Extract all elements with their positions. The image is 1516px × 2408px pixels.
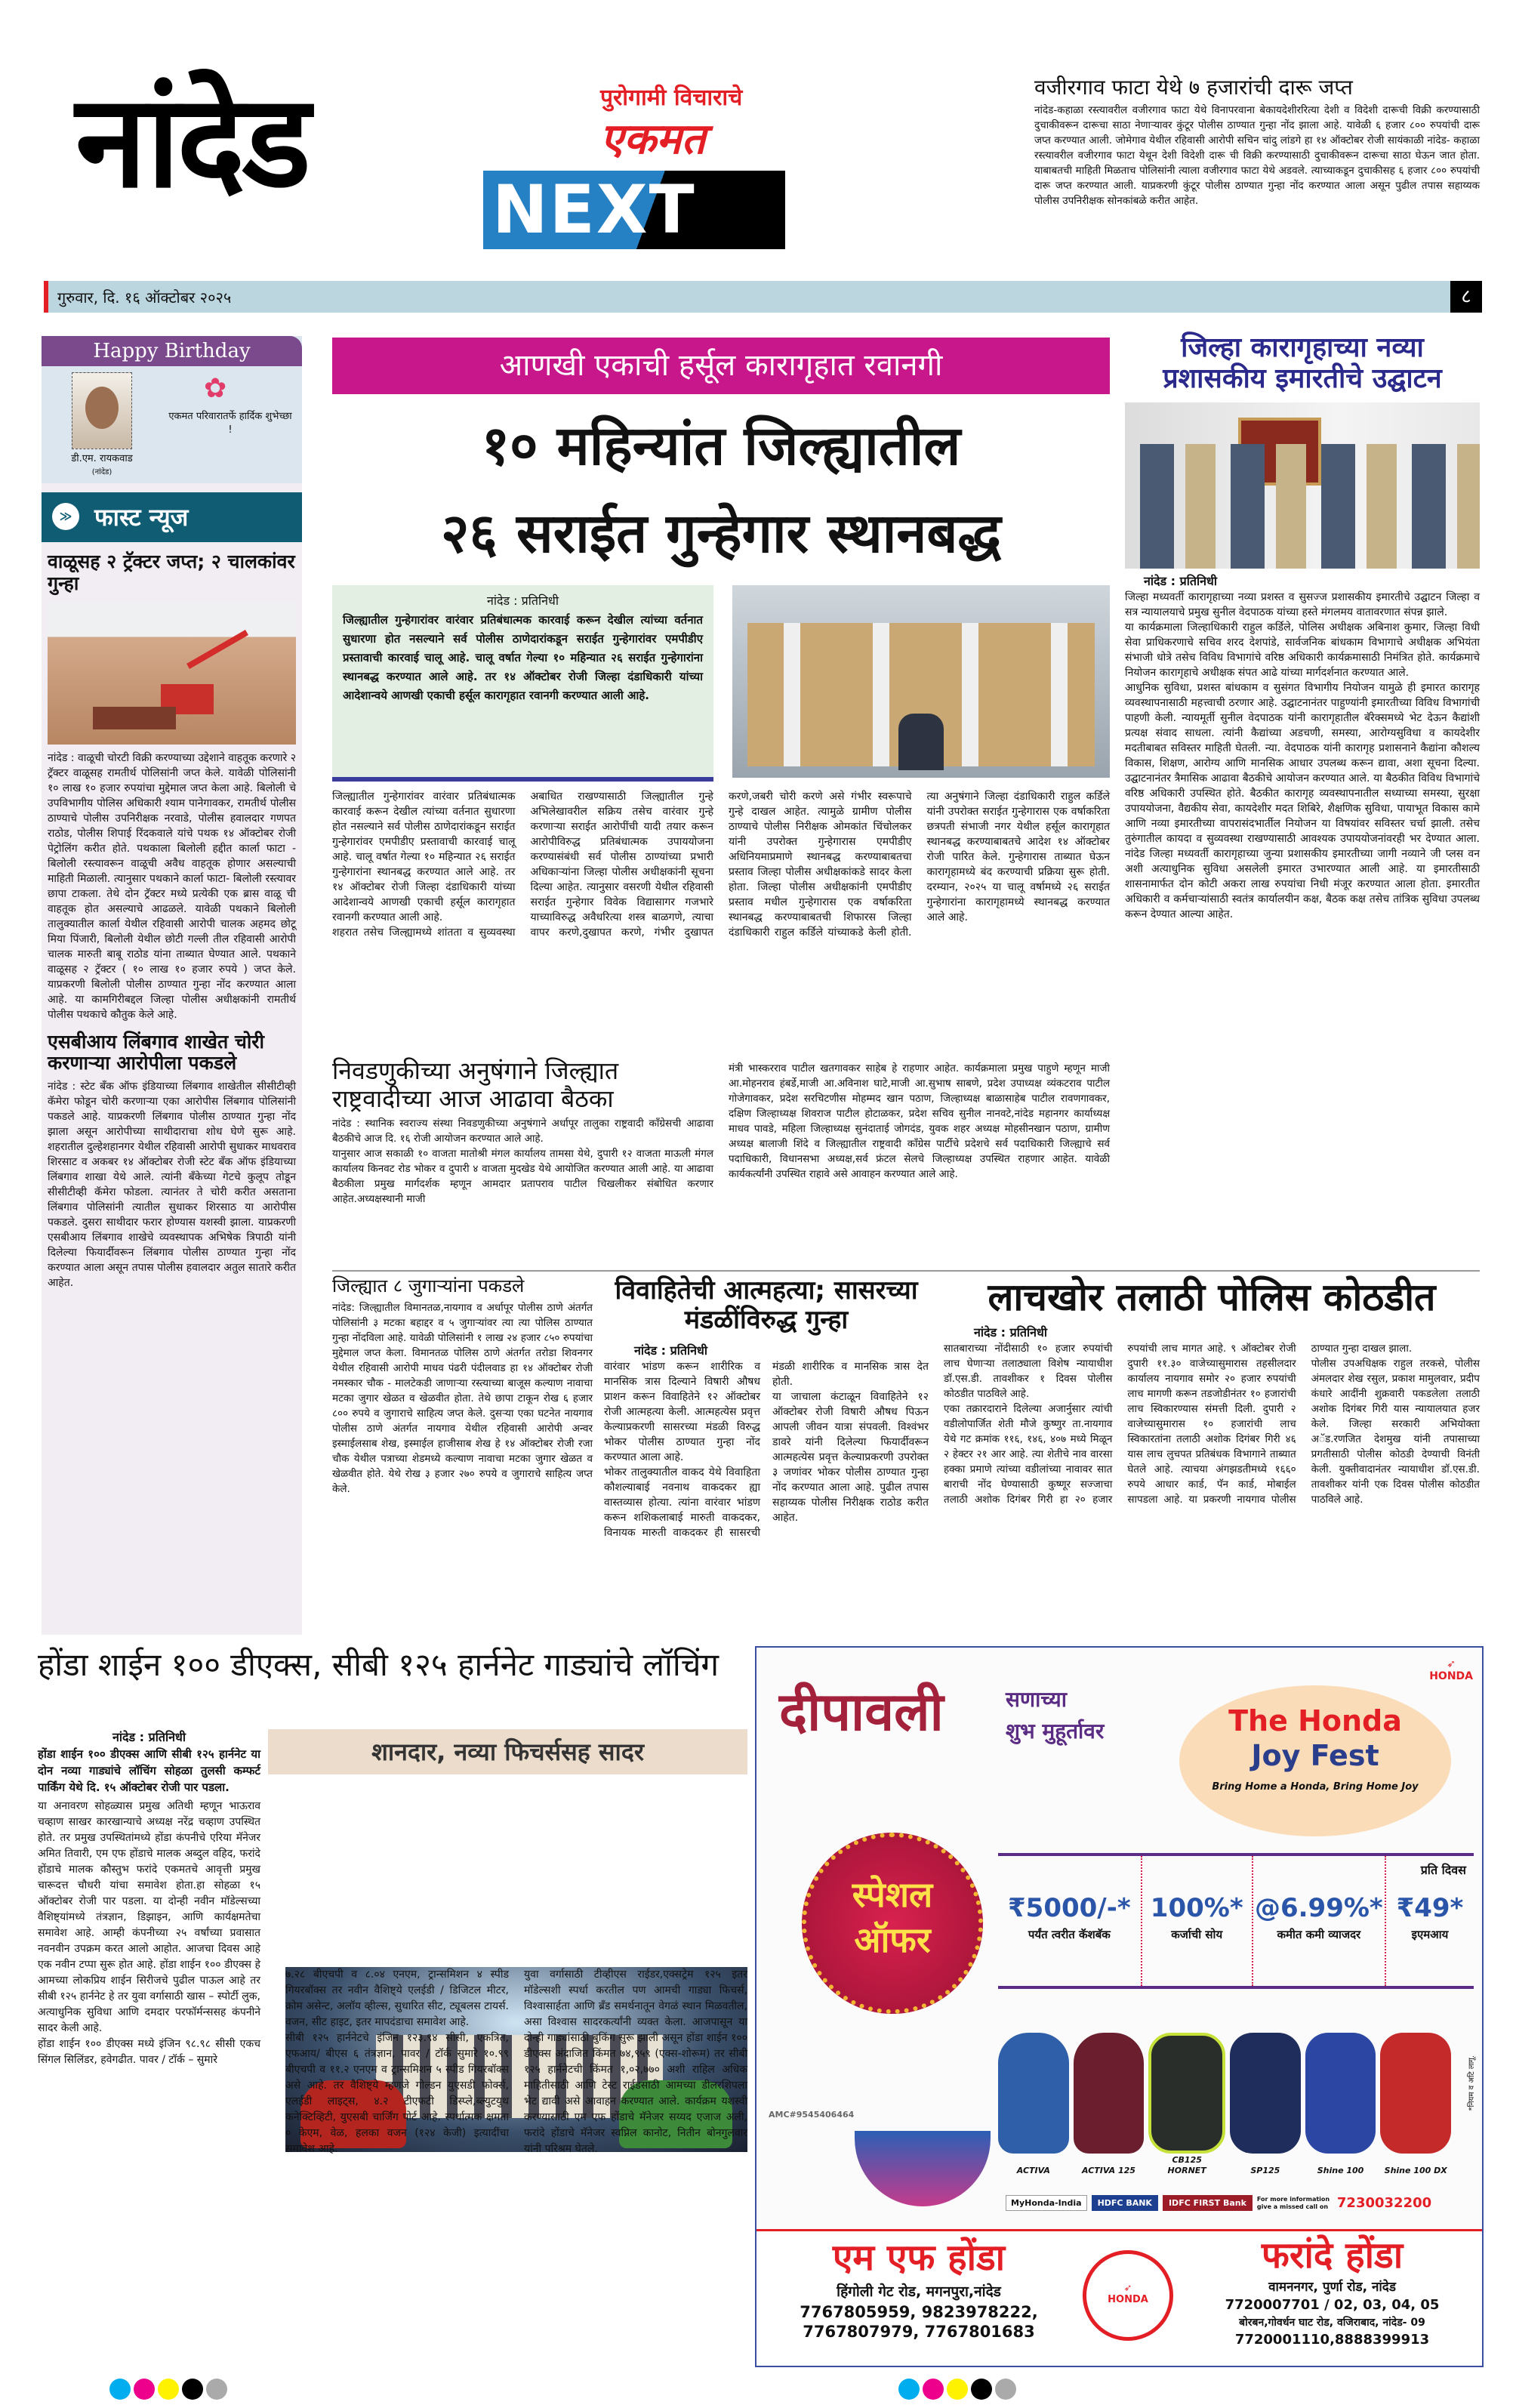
- jail-story: [1125, 332, 1480, 922]
- brand-logo: एकमत: [600, 115, 706, 164]
- chevron-down-icon: ≫: [52, 503, 79, 530]
- fast-news-header: [42, 492, 302, 542]
- vehicle-shine-100: Shine 100: [1305, 2033, 1376, 2154]
- story-headline: एसबीआय लिंबगाव शाखेत चोरी करणाऱ्या आरोपीला पकडले: [48, 1030, 265, 1075]
- honda-circle-logo: ➶ HONDA: [1083, 2250, 1173, 2341]
- offer-item: [1253, 1856, 1386, 1986]
- honda-subhead-bar: [268, 1729, 747, 1774]
- partner-idfc: IDFC FIRST Bank: [1163, 2195, 1253, 2211]
- bribe-byline: नांदेड : प्रतिनिधी: [974, 1324, 1047, 1340]
- offer-value: ₹5000/-*: [1008, 1893, 1131, 1923]
- offer-item: [1142, 1856, 1253, 1986]
- offer-label: इएमआय: [1411, 1928, 1449, 1941]
- lead-body: जिल्ह्यातील गुन्हेगारांवर वारंवार प्रतिबंधात्मक कारवाई करून देखील त्यांच्या वर्तनात सुधारणा होत नसल्याने सर्व पोलीस ठाणेदारांकडून सराईत गुन्हेगारांवर एमपीडीए प्रस्तावाची कारवाई चालू आहे. चालू वर्षात गेल्या १० महिन्यात २६ सराईत गुन्हेगारांना स्थानबद्ध करण्यात आले आहे. तर १४ ऑक्टोबर रोजी जिल्हा दंडाधिकारी यांच्या आदेशान्वये आणखी एकाची हर्सूल कारागृहात रवानगी करण्यात आली आहे. शहरात तसेच जिल्ह्यामध्ये शांतता व सुव्यवस्था अबाधित राखण्यासाठी जिल्ह्यातील गुन्हे अभिलेखावरील सक्रिय तसेच वारंवार गुन्हे करणाऱ्या सराईत आरोपींची यादी तयार करून आरोपीविरुद्ध प्रतिबंधात्मक उपाययोजना करण्यासंबंधी सर्व पोलीस ठाण्यांच्या प्रभारी अधिकाऱ्यांना जिल्हा पोलीस अधीक्षकांनी सूचना दिल्या आहेत. त्यानुसार वसरणी येथील रहिवासी सराईत गुन्हेगार विवेक विद्यासागर गजभारे याच्याविरुद्ध अवैधरित्या शस्त्र बाळगणे, त्याचा वापर करणे,दुखापत करणे, गंभीर दुखापत करणे,जबरी चोरी करणे असे गंभीर स्वरूपाचे गुन्हे दाखल आहेत. त्यामुळे ग्रामीण पोलीस ठाण्याचे पोलीस निरीक्षक ओमकांत चिंचोलकर यांनी उपरोक्त गुन्हेगारास एमपीडीए अधिनियमाप्रमाणे स्थानबद्ध करण्याबाबतचा प्रस्ताव जिल्हा पोलीस अधीक्षकांकडे सादर केला होता. जिल्हा पोलीस अधीक्षकांनी एमपीडीए प्रस्ताव मधील गुन्हेगारास एक वर्षाकरिता स्थानबद्ध करण्याबाबतची शिफारस जिल्हा दंडाधिकारी राहुल कर्डिले यांच्याकडे केली होती. त्या अनुषंगाने जिल्हा दंडाधिकारी राहुल कर्डिले यांनी उपरोक्त सराईत गुन्हेगारास एक वर्षाकरिता छत्रपती संभाजी नगर येथील हर्सूल कारागृहात स्थानबद्ध करण्याबाबतचे आदेश १४ ऑक्टोबर रोजी पारित केले. गुन्हेगारास ताब्यात घेऊन कारागृहामध्ये बंद करण्याची प्रक्रिया सुरू होती. दरम्यान, २०२५ या चालू वर्षामध्ये २६ सराईत गुन्हेगारांना कारागृहामध्ये स्थानबद्ध करण्यात आले आहे.: [332, 791, 1110, 939]
- ncp-story: [332, 1057, 713, 1207]
- missed-call-number[interactable]: 7230032200: [1336, 2195, 1432, 2211]
- suicide-byline: नांदेड : प्रतिनिधी: [634, 1343, 707, 1358]
- honda-lead: होंडा शाईन १०० डीएक्स आणि सीबी १२५ हार्ननेट या दोन नव्या गाड्यांचे लॉचिंग सोहळा तुलसी कम्फर्ट पार्किंग येथे दि. १५ ऑक्टोबर रोजी पार पडला.: [38, 1747, 260, 1794]
- story-body: नांदेड : वाळूची चोरटी विक्री करण्याच्या उद्देशाने वाहतूक करणारे २ ट्रॅक्टर वाळूसह रामतीर्थ पोलिसांनी जप्त केले. यावेळी पोलिसांनी १० लाख १० हजार रुपयांचा मुद्देमाल जप्त केला आहे. बिलोली चे उपविभागीय पोलिस अधिकारी श्याम पानेगावकर, रामतीर्थ पोलीस ठाण्याचे पोलीस उपनिरीक्षक नरवाडे, पोलीस हवालदार गणपत राठोड, पोलीस शिपाई रिंदकवाले यांचे पथक १४ ऑक्टोबर रोजी पेट्रोलिंग करीत होते. पथकाला बिलोली हद्दीत कार्ला फाटा - बिलोली रस्त्यावरून वाळूची अवैध वाहतूक होणार असल्याची माहिती मिळाली. त्यानुसार पथकाने कार्ला फाटा- बिलोली रस्त्यावर छापा टाकला. तेथे दोन ट्रॅक्टर मध्ये प्रत्येकी एक ब्रास वाळू ची वाहतूक होत असल्याचे आढळले. यावेळी पथकाने बिलोली तालुक्यातील कार्ला येथील रहिवासी आरोपी चालक अहमद छोटू मिया पिंजारी, बिलोली येथील छोटी गल्ली तील रहिवासी आरोपी चालक मारुती बाबू राठोड यांना ताब्यात घेण्यात आले. पथकाने वाळूसह २ ट्रॅक्टर ( १० लाख १० हजार रुपये ) जप्त केले. याप्रकरणी बिलोली पोलीस ठाण्यात गुन्हा नोंद करण्यात आला आहे. या कामगिरीबद्दल जिल्हा पोलीस अधीक्षकांनी रामतीर्थ पोलीस पथकाचे कौतुक केले आहे.: [48, 751, 296, 1021]
- missed-call-label: For more information give a missed call on: [1256, 2195, 1330, 2210]
- offer-label: कर्जाची सोय: [1171, 1928, 1223, 1941]
- honda-headline: होंडा शाईन १०० डीएक्स, सीबी १२५ हार्ननेट गाड्यांचे लॉचिंग: [38, 1646, 719, 1683]
- jail-headline: जिल्हा कारागृहाच्या नव्या प्रशासकीय इमारतीचे उद्घाटन: [1163, 332, 1442, 395]
- offer-label: कमीत कमी व्याजदर: [1277, 1928, 1361, 1941]
- dealer-farande-honda: [1183, 2233, 1481, 2349]
- registration-marks-left: [109, 2379, 230, 2403]
- partner-strip: [1006, 2195, 1431, 2211]
- suicide-headline: विवाहितेची आत्महत्या; सासरच्या मंडळींविरुद्ध गुन्हा: [615, 1275, 918, 1336]
- jail-body: जिल्हा मध्यवर्ती कारागृहाच्या नव्या प्रशस्त व सुसज्ज प्रशासकीय इमारतीचे उद्घाटन जिल्हा व सत्र न्यायालयाचे प्रमुख सुनील वेदपाठक यांच्या हस्ते मंगलमय वातावरणात संपन्न झाले. या कार्यक्रमाला जिल्हाधिकारी राहुल कर्डिले, पोलिस अधीक्षक अबिनाश कुमार, जिल्हा विधी सेवा प्राधिकरणाचे सचिव शरद देशपांडे, सार्वजनिक बांधकाम विभागाचे अधीक्षक अभियंता संभाजी धोत्रे तसेच विविध विभागांचे वरिष्ठ अधिकारी कार्यक्रमासाठी निमंत्रित होते. कार्यक्रमाचे नियोजन कारागृहाचे अधीक्षक संपत आढे यांच्या मार्गदर्शनात करण्यात आले. आधुनिक सुविधा, प्रशस्त बांधकाम व सुसंगत विभागीय नियोजन यामुळे ही इमारत कारागृह व्यवस्थापनासाठी महत्त्वाची ठरणार आहे. उद्घाटनानंतर पाहुण्यांनी इमारतीच्या विविध विभागांची पाहणी केली. न्यायमूर्ती सुनील वेदपाठक यांनी कारागृहातील बॅरेक्समध्ये भेट देऊन कैद्यांशी प्रत्यक्ष संवाद साधला. त्यांनी कैद्यांच्या अडचणी, समस्या, आरोग्यसुविधा व कायदेशीर मदतीबाबत सविस्तर माहिती घेतली. न्या. वेदपाठक यांनी कारागृह प्रशासनाने कैद्यांना कौशल्य विकास, शिक्षण, आरोग्य आणि मानसिक आधार उपलब्ध करून द्यावा, अशा सूचना दिल्या. उद्घाटनानंतर त्रैमासिक आढावा बैठकीचे आयोजन करण्यात आले. या बैठकीत विविध विभागांचे वरिष्ठ अधिकारी उपस्थित होते. बैठकीत कारागृह व्यवस्थापनातील सध्याच्या समस्या, सुरक्षा उपाययोजना, वैद्यकीय सेवा, कायदेशीर मदत शिबिरे, शैक्षणिक सुविधा, पायाभूत विकास कामे आणि नव्या इमारतीच्या वापरासंदभार्तील नियोजन या विषयांवर सविस्तर चर्चा झाली. तसेच तुरुंगातील कायदा व सुव्यवस्था राखण्यासाठी आवश्यक उपाययोजनांवरही भर देण्यात आला. नांदेड जिल्हा मध्यवर्ती कारागृहाच्या जुन्या प्रशासकीय इमारतीच्या जागी नव्याने जी प्लस वन अशी अत्याधुनिक सुविधा असलेली इमारत उभारण्यात आली आहे. या इमारतीसाठी शासनामार्फत दोन कोटी अकरा लाख रुपयांचा निधी मंजूर करण्यात आला होता. इमारतीत अधिकारी व कर्मचाऱ्यांसाठी स्वतंत्र कार्यालयीन कक्ष, बैठक कक्ष तसेच तांत्रिक सुविधा उपलब्ध करून देण्यात आल्या आहेत.: [1125, 590, 1480, 920]
- story-headline: वाळूसह २ ट्रॅक्टर जप्त; २ चालकांवर गुन्हा: [48, 550, 295, 594]
- offer-value: 100%*: [1150, 1893, 1243, 1923]
- dealer-name: फरांदे होंडा: [1261, 2234, 1404, 2277]
- suicide-story: [604, 1276, 929, 1540]
- partner-myhonda: MyHonda-India: [1006, 2195, 1087, 2211]
- honda-byline: नांदेड : प्रतिनिधी: [112, 1730, 186, 1744]
- fast-news-title: फास्ट न्यूज: [94, 503, 189, 532]
- vehicle-cb125-hornet: CB125 HORNET: [1148, 2033, 1225, 2154]
- flower-icon: ✿: [204, 373, 227, 404]
- vehicle-activa-125: ACTIVA 125: [1074, 2033, 1145, 2154]
- offers-strip: [998, 1853, 1474, 1989]
- diya-decoration: [855, 2131, 991, 2206]
- ncp-body-continued: मंत्री भास्करराव पाटील खतगावकर साहेब हे राहणार आहेत. कार्यक्रमाला प्रमुख पाहुणे म्हणून माजी आ.मोहनराव हंबर्डे,माजी आ.अविनाश घाटे,माजी आ.सुभाष साबणे, प्रदेश उपाध्यक्ष व्यंकटराव पाटील गोजेगावकर, प्रदेश सरचिटणीस मोहम्मद खान पठाण, जिल्हाध्यक्ष बाळासाहेब पाटील रावणगावकर, दक्षिण जिल्हाध्यक्ष शिवराज पाटील होटाळकर, प्रदेश सचिव सुनील नानवटे,नांदेड महानगर कार्याध्यक्ष माधव पावडे, महिला जिल्हाध्यक्ष सुनंदाताई जोगदंड, युवक शहर अध्यक्ष मोहसीनखान पठाण, ग्रामीण अध्यक्ष बालाजी शिंदे व जिल्ह्यातील राष्ट्रवादी काँग्रेस पार्टीचे प्रदेशचे सर्व पदाधिकारी जिल्ह्याचे सर्व पदाधिकारी, विधानसभा अध्यक्ष,सर्व फ्रंटल सेलचे जिल्हाध्यक्ष उपस्थित राहणार आहेत. यावेळी कार्यकर्त्यांनी उपस्थित राहावे असे आवाहन करण्यात आले आहे.: [729, 1062, 1110, 1180]
- fest-tagline: Bring Home a Honda, Bring Home Joy: [1212, 1781, 1419, 1793]
- ncp-headline: निवडणुकीच्या अनुषंगाने जिल्ह्यात राष्ट्रवादीच्या आज आढावा बैठका: [332, 1056, 619, 1113]
- dealer-strip: [756, 2229, 1484, 2367]
- lead-kicker: आणखी एकाची हर्सूल कारागृहात रवानगी: [499, 348, 943, 383]
- honda-advertisement[interactable]: [755, 1646, 1484, 2367]
- bribe-body: सातबाराच्या नोंदीसाठी १० हजार रुपयांची लाच घेणाऱ्या तलाठ्याला विशेष न्यायाधीश डॉ.एस.डी. तावशीकर १ दिवस पोलीस कोठडीत पाठविले आहे. एका तक्रारदाराने दिलेल्या अजार्नुसार त्यांची वडीलोपार्जित शेती मौजे कुष्णुर ता.नायगाव येथे गट क्रमांक ११६, १४६, ४०७ मध्ये मिळून २ हेक्टर २१ आर आहे. त्या शेतीचे नाव वारसा हक्का प्रमाणे त्यांच्या वडीलांच्या नावावर सात बाराची नोंद घेण्यासाठी कुष्णूर सज्जाचा तलाठी अशोक दिगंबर गिरी हा २० हजार रुपयांची लाच मागत आहे. ९ ऑक्टोबर रोजी दुपारी ११.३० वाजेच्यासुमारास तहसीलदार कार्यालय नायगाव समोर २० हजार रुपयांची लाच मागणी करून तडजोडीनंतर १० हजारांची लाच स्विकारण्यास संमत्ती दिली. दुपारी २ वाजेच्यासुमारास १० हजारांची लाच स्विकारतांना तलाठी अशोक दिगंबर गिरी ४६ यास लाच लुचपत प्रतिबंधक विभागाने ताब्यात घेतले आहे. त्याचया अंगझडतीमध्ये १६६० रुपये आधार कार्ड, पॅन कार्ड, मोबाईल सापडला आहे. या प्रकरणी नायगाव पोलीस ठाण्यात गुन्हा दाखल झाला. पोलीस उपअधिक्षक राहुल तरकसे, पोलीस अंमलदार शेख रसुल, प्रकाश मामुलवार, प्रदीप कंधारे आदींनी शुक्रवारी पकडलेला तलाठी अशोक दिगंबर गिरी यास न्यायालयात हजर केले. जिल्हा सरकारी अभियोक्ता अॅड.रणजित देशमुख यांनी तपासाच्या प्रगतीसाठी पोलीस कोठडी देण्याची विनंती केली. युक्तीवादानंतर न्यायाधीश डॉ.एस.डी. तावशीकर यांनी एक दिवस पोलीस कोठडीत पाठविले आहे.: [944, 1342, 1480, 1506]
- top-brief: [1034, 76, 1480, 208]
- dealer-address: वामननगर, पुर्णा रोड, नांदेड: [1268, 2280, 1396, 2295]
- dealer-address: हिंगोली गेट रोड, मगनपुरा,नांदेड: [837, 2283, 1001, 2300]
- lead-headline-line1: १० महिन्यांत जिल्ह्यातील: [481, 414, 961, 477]
- vehicle-sp125: SP125: [1230, 2033, 1301, 2154]
- police-group-photo: [732, 585, 1110, 778]
- date-bar: [44, 281, 1482, 313]
- birthday-box: [42, 336, 302, 483]
- fest-line2: Joy Fest: [1251, 1739, 1379, 1772]
- inauguration-photo: [1125, 402, 1480, 569]
- terms-note: *नियम व अटि लागू.: [1468, 2055, 1476, 2111]
- story-body: नांदेड : स्टेट बँक ऑफ इंडियाच्या लिंबगाव शाखेतील सीसीटीव्ही कॅमेरा फोडून चोरी करणाऱ्या एका आरोपीस लिंबगाव पोलिसांनी पकडले आहे. याप्रकरणी लिंबगाव पोलीस ठाण्यात गुन्हा नोंद झाला असून आरोपीच्या साथीदाराचा शोध घेणे सुरू आहे. शहरातील दुल्हेशहानगर येथील रहिवासी आरोपी सुधाकर माधवराव शिरसाट व अकबर १४ ऑक्टोबर रोजी स्टेट बँक ऑफ इंडियाच्या लिंबगाव शाखा येथे आले. त्यांनी बँकेच्या गेटचे कुलूप तोडून सीसीटीव्ही कॅमेरा फोडला. त्यानंतर ते चोरी करीत असताना लिंबगाव पोलिसांनी त्यातील सुधाकर शिरसाठ या आरोपीस पकडले. दुसरा साथीदार फरार होण्यास यशस्वी झाला. याप्रकरणी एसबीआय लिंबगाव शाखेचे व्यवस्थापक अभिषेक त्रिपाठी यांनी दिलेल्या फियार्दीवरून लिंबगाव पोलीस ठाण्यात गुन्हा नोंद करण्यात आला असून तपास पोलीस हवालदार अतुल सातारे करीत आहेत.: [48, 1081, 296, 1289]
- gambling-headline: जिल्ह्यात ८ जुगाऱ्यांना पकडले: [332, 1275, 525, 1296]
- bribe-headline: लाचखोर तलाठी पोलिस कोठडीत: [988, 1275, 1436, 1319]
- top-brief-body: नांदेड-कहाळा रस्त्यावरील वजीरगाव फाटा येथे विनापरवाना बेकायदेशीररित्या देशी व विदेशी दारूची विक्री करण्यासाठी दुचाकीवरून दारूचा साठा नेणाऱ्यावर कुंटूर पोलीस ठाण्यात गुन्हा नोंद झाला आहे. यावेळी ६ हजार ८०० रुपयांची दारू जप्त करण्यात आली. जोमेगाव येथील रहिवासी आरोपी सचिन चांदु लांडगे हा १४ ऑक्टोबर रोजी सायंकाळी नांदेड- कहाळा रस्त्यावरील वजीरगाव फाटा येथून देशी विदेशी दारू ची विक्री करण्यासाठी दुचाकीवरून दारूचा साठा घेऊन जात होता. याबाबतची माहिती मिळताच पोलिसांनी त्याला वजीरगाव फाटा येथे अडवले. त्याच्याकडून दुचाकीसह ६ हजार ८०० रुपयांची दारू जप्त करण्यात आली. याप्रकरणी कुंटूर पोलीस ठाण्यात गुन्हा नोंद करण्यात आला असून पुढील तपास सहाय्यक पोलीस उपनिरीक्षक सोनकांबळे करीत आहेत.: [1034, 104, 1480, 208]
- vehicle-shine-100-dx: Shine 100 DX: [1380, 2033, 1451, 2154]
- lead-byline: नांदेड : प्रतिनिधी: [486, 594, 559, 608]
- section-divider: [332, 1270, 1480, 1272]
- scooter-lineup: [998, 2033, 1451, 2175]
- special-offer-badge: [802, 1833, 983, 2014]
- lead-kicker-banner: [332, 338, 1110, 394]
- special-offer-text: स्पेशल ऑफर: [852, 1874, 933, 1960]
- masthead: [0, 0, 1516, 279]
- lead-summary: जिल्ह्यातील गुन्हेगारांवर वारंवार प्रतिबंधात्मक कारवाई करून देखील त्यांच्या वर्तनात सुधारणा होत नसल्याने सर्व पोलीस ठाणेदारांकडून सराईत गुन्हेगारांवर एमपीडीए प्रस्तावाची कारवाई चालू आहे. चालू वर्षात गेल्या १० महिन्यात २६ सराईत गुन्हेगारांना स्थानबद्ध करण्यात आले आहे. तर १४ ऑक्टोबर रोजी जिल्हा दंडाधिकारी यांच्या आदेशान्वये आणखी एकाची हर्सूल कारागृहात रवानगी करण्यात आली आहे.: [343, 613, 703, 702]
- honda-wing-logo: ➶ HONDA: [1429, 1658, 1473, 1682]
- sand-excavator-photo: [48, 601, 296, 745]
- birthday-wish: एकमत परिवारातर्फे हार्दिक शुभेच्छा !: [168, 411, 292, 436]
- page-number: ८: [1450, 281, 1482, 313]
- offer-item: [998, 1856, 1142, 1986]
- honda-body-left: या अनावरण सोहळ्यास प्रमुख अतिथी म्हणून भाऊराव चव्हाण साखर कारखान्याचे अध्यक्ष नरेंद्र चव्हाण उपस्थित होते. तर प्रमुख उपस्थितांमध्ये होंडा कंपनीचे एरिया मॅनेजर अमित तिवारी, एम एफ होंडाचे मालक अब्दुल वहिद, फरांदे होंडाचे मालक कौस्तुभ फरांदे एकमतचे आवृत्ती प्रमुख चारूदत्त चौधरी यांचा समावेश होता.हा सोहळा १५ ऑक्टोबर रोजी पार पडला. या दोन्ही नवीन मॉडेल्सच्या वैशिष्ट्यांमध्ये तंत्रज्ञान, डिझाइन, आणि कार्यक्षमतेचा समावेश आहे. आम्ही कंपनीच्या २५ वर्षांच्या प्रवासात नवनवीन उपक्रम करत आलो आहोत. आजचा दिवस आहे एक नवीन टप्पा सुरू होत आहे. होंडा शाईन १०० डीएक्स हे आमच्या लोकप्रिय शाईन सिरीजचे पुढील पाऊल आहे तर सीबी १२५ हार्ननेट हे तर युवा वर्गासाठी खास – स्पोर्टी लुक, अत्याधुनिक सुविधा आणि दमदार परफॉर्मन्ससह कंपनीने सादर केली आहे. होंडा शाईन १०० डीएक्स मध्ये इंजिन ९८.९८ सीसी एकच सिंगल सिलिंडर, हवेगढीत. पावर / टॉर्क – सुमारे: [38, 1800, 260, 2066]
- ad-festival-sub1: सणाच्या: [1006, 1687, 1068, 1712]
- gambling-body: नांदेड: जिल्ह्यातील विमानतळ,नायगाव व अर्धापूर पोलीस ठाणे अंतर्गत पोलिसांनी ३ मटका बहाद्दर व ५ जुगाऱ्यांवर त्या त्या पोलिस ठाण्यात गुन्हा नोंदविला आहे. यावेळी पोलिसांनी १ लाख २४ हजार ८५० रुपयांचा मुद्देमाल जप्त केला. विमानतळ पोलिस ठाणे अंतर्गत तरोडा शिवनगर येथील रहिवासी आरोपी माधव पंढरी पंदीलवाड हा १४ ऑक्टोबर रोजी नमस्कार चौक - मालटेकडी जाणाऱ्या रस्त्याच्या बाजूस कल्याण नावाचा मटका जुगार खेळत व खेळवीत होता. तेथे छापा टाकून रोख ६ हजार ८०० रुपये व जुगाराचे साहित्य जप्त केले. दुसऱ्या एका घटनेत नायगाव पोलीस ठाणे अंतर्गत नायगाव येथील रहिवासी आरोपी अन्वर इस्माईलसाब शेख, इस्माईल हाजीसाब शेख हे १४ ऑक्टोबर रोजी रजा चौक येथील पत्राच्या शेडमध्ये कल्याण नावाचा मटका जुगार खेळत व खेळवीत होते. येथे रोख ३ हजार २७० रुपये व जुगाराचे साहित्य जप्त केले.: [332, 1301, 593, 1495]
- bribe-story: [944, 1276, 1480, 1507]
- lead-headline-line2: २६ सराईत गुन्हेगार स्थानबद्ध: [441, 501, 1001, 565]
- next-logo: [483, 171, 785, 249]
- lead-headline: [332, 402, 1110, 577]
- city-logo: नांदेड: [75, 67, 308, 217]
- honda-subhead: शानदार, नव्या फिचर्ससह सादर: [371, 1737, 644, 1766]
- next-logo-text: NEXT: [492, 171, 696, 248]
- birthday-title: Happy Birthday: [42, 336, 302, 366]
- joy-fest-badge: [1179, 1685, 1451, 1836]
- lead-summary-box: [332, 585, 713, 782]
- birthday-photo: [72, 372, 132, 449]
- news-story: [42, 542, 302, 1290]
- jail-byline: नांदेड : प्रतिनिधी: [1144, 573, 1217, 588]
- birthday-name: डी.एम. रायकवाड: [71, 453, 133, 464]
- ad-festival: दीपावली: [779, 1681, 944, 1743]
- partner-hdfc: HDFC BANK: [1092, 2195, 1158, 2211]
- dealer-phones-2[interactable]: 7720001110,8888399913: [1234, 2332, 1430, 2348]
- fest-line1: The Honda: [1228, 1704, 1402, 1737]
- dealer-phones[interactable]: 7767805959, 9823978222, 7767807979, 7767801683: [800, 2303, 1038, 2341]
- ncp-body: नांदेड : स्थानिक स्वराज्य संस्था निवडणुकीच्या अनुषंगाने अर्धापूर तालुका राष्ट्रवादी काँग्रेसची आढावा बैठकीचे आज दि. १६ रोजी आयोजन करण्यात आले आहे. यानुसार आज सकाळी १० वाजता मातोश्री मंगल कार्यालय तामसा येथे, दुपारी १२ वाजता माऊली मंगल कार्यालय किनवट रोड भोकर व दुपारी ४ वाजता मुदखेड येथे आयोजित करण्यात आली आहे. या आढावा बैठकीला प्रमुख मार्गदर्शक म्हणून आमदार प्रतापराव पाटील चिखलीकर संबोधित करणार आहेत.अध्यक्षस्थानी माजी: [332, 1117, 713, 1205]
- offer-label: पर्यंत त्वरीत कॅशबॅक: [1028, 1928, 1111, 1941]
- offer-value: ₹49*: [1396, 1893, 1464, 1923]
- registration-marks-right: [898, 2379, 1019, 2403]
- issue-date: गुरुवार, दि. १६ ऑक्टोबर २०२५: [57, 288, 232, 307]
- honda-left-column: [38, 1729, 260, 2068]
- honda-body-bottom: ७.२८ बीएचपी व ८.०४ एनएम, ट्रान्समिशन ४ स्पीड गियरबॉक्स तर नवीन वैशिष्ट्ये एलईडी / डिजिटल मीटर, क्रोम असेन्ट, अलॉय व्हील्स, सुधारित सीट, ट्यूबलस टायर्स. वजन, सीट हाइट, इतर मापदंडाचा समावेश आहे. सीबी १२५ हार्ननेटचे इंजिन १२३.९४ सीसी, एकत्रित, एफआय/ बीएस ६ तंत्रज्ञान, पावर / टॉर्क सुमारे १०.९९ बीएचपी व ११.२ एनएम व ट्रान्समिशन ५ स्पीड गियरबॉक्स असे आहे. तर वैशिष्ट्ये म्हणजे गोल्डन युएसडी फोर्क्स, एलईडी लाइट्स, ४.२ टीएफटी डिस्प्ले,ब्ल्युटयुथ कनेक्टिव्हिटी, युएसबी चार्जिंग पोर्ट आहे. स्पर्धात्मक क्षमता ० केएम, वेळ, हलका वजन (१२४ केजी) इत्यादींचा समावेश आहे. युवा वर्गासाठी टीव्हीएस राईडर,एक्सट्रेम १२५ इतर मॉडेल्सशी स्पर्धा करतील पण आमची गाड्या फिचर्स, विश्वासार्हता आणि ब्रँड समर्थनातून वेगळं स्थान मिळवतील, असा विश्वास सादरकर्त्यांनी व्यक्त केला. आजपासून या दोन्ही गाड्यांसाठी बुकिंग सुरू झाली असून होंडा शाईन १०० डीएक्स अंदाजित किंमत ७४,९५९ (एक्स-शोरूम) तर सीबी १२५ हार्ननेटची किंमत १,०२,७७० अशी राहिल अधिक माहितीसाठी आणि टेस्ट राईडसाठी आमच्या डीलरशिपला भेट द्यावी असे आवाहन करण्यात आले. कार्यक्रम यशस्वी करण्यासाठी एम एफ होंडाचे मॅनेजर सय्यद एजाज अली, फरांदे होंडाचे मॅनेजर स्वप्निल कानोट, नितीन बोनगुलवार यांनी परिश्रम घेतले.: [285, 1969, 747, 2155]
- ad-festival-sub2: शुभ मुहूर्तावर: [1006, 1719, 1105, 1744]
- gambling-story: [332, 1276, 593, 1497]
- birthday-place: (नांदेड): [91, 468, 112, 476]
- top-brief-headline: वजीरगाव फाटा येथे ७ हजारांची दारू जप्त: [1034, 75, 1353, 100]
- suicide-body: वारंवार भांडण करून शारीरिक व मानसिक त्रास दिल्याने विषारी औषध प्राशन करून विवाहितेने १२ ऑक्टोबर रोजी आत्महत्या केली. आत्महत्येस प्रवृत्त केल्याप्रकरणी सासरच्या मंडळी विरुद्ध भोकर पोलीस ठाण्यात गुन्हा नोंद करण्यात आला आहे. भोकर तालुक्यातील वाकद येथे विवाहिता कौशल्याबाई नवनाथ वाकदकर ह्या वास्तव्यास होत्या. त्यांना वारंवार भांडण करून शशिकलाबाई मारुती वाकदकर, विनायक मारुती वाकदकर ही सासरची मंडळी शारीरिक व मानसिक त्रास देत होती. या जाचाला कंटाळून विवाहितेने १२ ऑक्टोबर रोजी विषारी औषध पिऊन आपली जीवन यात्रा संपवली. विश्वंभर डावरे यांनी दिलेल्या फियार्दीवरून आत्महत्येस प्रवृत्त केल्याप्रकरणी उपरोक्त ३ जणांवर भोकर पोलीस ठाण्यात गुन्हा नोंद करण्यात आला आहे. पुढील तपास सहाय्यक पोलीस निरीक्षक राठोड करीत आहेत.: [604, 1361, 929, 1540]
- left-column: [42, 336, 302, 1635]
- offer-value: @6.99%*: [1254, 1893, 1383, 1923]
- per-day-label: प्रति दिवस: [1420, 1863, 1466, 1877]
- dealer-name: एम एफ होंडा: [832, 2237, 1006, 2279]
- dealer-phones[interactable]: 7720007701 / 02, 03, 04, 05: [1225, 2297, 1440, 2313]
- dealer-mf-honda: [764, 2234, 1074, 2342]
- dealer-address-2: बोरबन,गोवर्धन घाट रोड, वजिराबाद, नांदेड- 09: [1239, 2317, 1425, 2329]
- tagline: पुरोगामी विचाराचे: [600, 85, 743, 111]
- amc-code: AMC#9545406464: [769, 2110, 855, 2120]
- vehicle-activa: ACTIVA: [998, 2033, 1069, 2154]
